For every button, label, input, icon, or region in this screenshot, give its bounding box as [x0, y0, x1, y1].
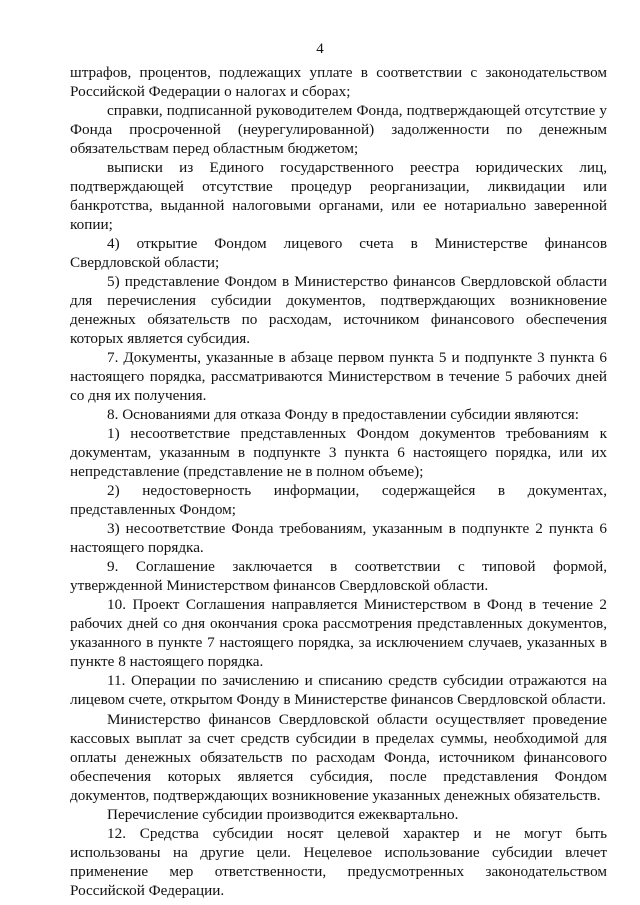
paragraph-section-12: 12. Средства субсидии носят целевой характер и не могут быть использованы на другие цели. Нецелевое использование субсидии влечет применение мер ответственности, предусмотренных законодательством Российской Федерации. [70, 825, 607, 899]
paragraph-item-4-account: 4) открытие Фондом лицевого счета в Министерстве финансов Свердловской области; [70, 235, 607, 271]
page-number: 4 [316, 41, 324, 57]
paragraph-fines-continuation: штрафов, процентов, подлежащих уплате в соответствии с законодательством Российской Федерации о налогах и сборах; [70, 64, 607, 100]
paragraph-section-11: 11. Операции по зачислению и списанию средств субсидии отражаются на лицевом счете, открытом Фонду в Министерстве финансов Свердловской области. [70, 672, 607, 708]
paragraph-refusal-2: 2) недостоверность информации, содержащейся в документах, представленных Фондом; [70, 482, 607, 518]
paragraph-quarterly-transfer: Перечисление субсидии производится ежеквартально. [107, 806, 459, 823]
document-body [70, 63, 607, 900]
paragraph-refusal-1: 1) несоответствие представленных Фондом документов требованиям к документам, указанным в подпункте 3 пункта 6 настоящего порядка, или их непредставление (представление не в полном объеме); [70, 425, 607, 480]
paragraph-section-10: 10. Проект Соглашения направляется Министерством в Фонд в течение 2 рабочих дней со дня окончания срока рассмотрения представленных документов, указанного в пункте 7 настоящего порядка, за исключением случаев, указанных в пункте 8 настоящего порядка. [70, 596, 607, 670]
paragraph-item-5-documents: 5) представление Фондом в Министерство финансов Свердловской области для перечисления субсидии документов, подтверждающих возникновение денежных обязательств по расходам, источником финансового обеспечения которых является субсидия. [70, 273, 607, 347]
paragraph-registry-extract: выписки из Единого государственного реестра юридических лиц, подтверждающей отсутствие процедур реорганизации, ликвидации или банкротства, выданной налоговыми органами, или ее нотариально заверенной копии; [70, 159, 607, 233]
paragraph-section-9: 9. Соглашение заключается в соответствии с типовой формой, утвержденной Министерством финансов Свердловской области. [70, 558, 607, 594]
paragraph-certificate-no-debt: справки, подписанной руководителем Фонда, подтверждающей отсутствие у Фонда просроченной (неурегулированной) задолженности по денежным обязательствам перед областным бюджетом; [70, 102, 607, 157]
paragraph-section-8: 8. Основаниями для отказа Фонду в предоставлении субсидии являются: [107, 406, 579, 423]
paragraph-section-7: 7. Документы, указанные в абзаце первом пункта 5 и подпункте 3 пункта 6 настоящего порядка, рассматриваются Министерством в течение 5 рабочих дней со дня их получения. [70, 349, 607, 404]
paragraph-refusal-3: 3) несоответствие Фонда требованиям, указанным в подпункте 2 пункта 6 настоящего порядка. [70, 520, 607, 556]
paragraph-cash-payments: Министерство финансов Свердловской области осуществляет проведение кассовых выплат за счет средств субсидии в пределах суммы, необходимой для оплаты денежных обязательств по расходам Фонда, источником финансового обеспечения которых является субсидия, после представления Фондом документов, подтверждающих возникновение указанных денежных обязательств. [70, 711, 607, 804]
